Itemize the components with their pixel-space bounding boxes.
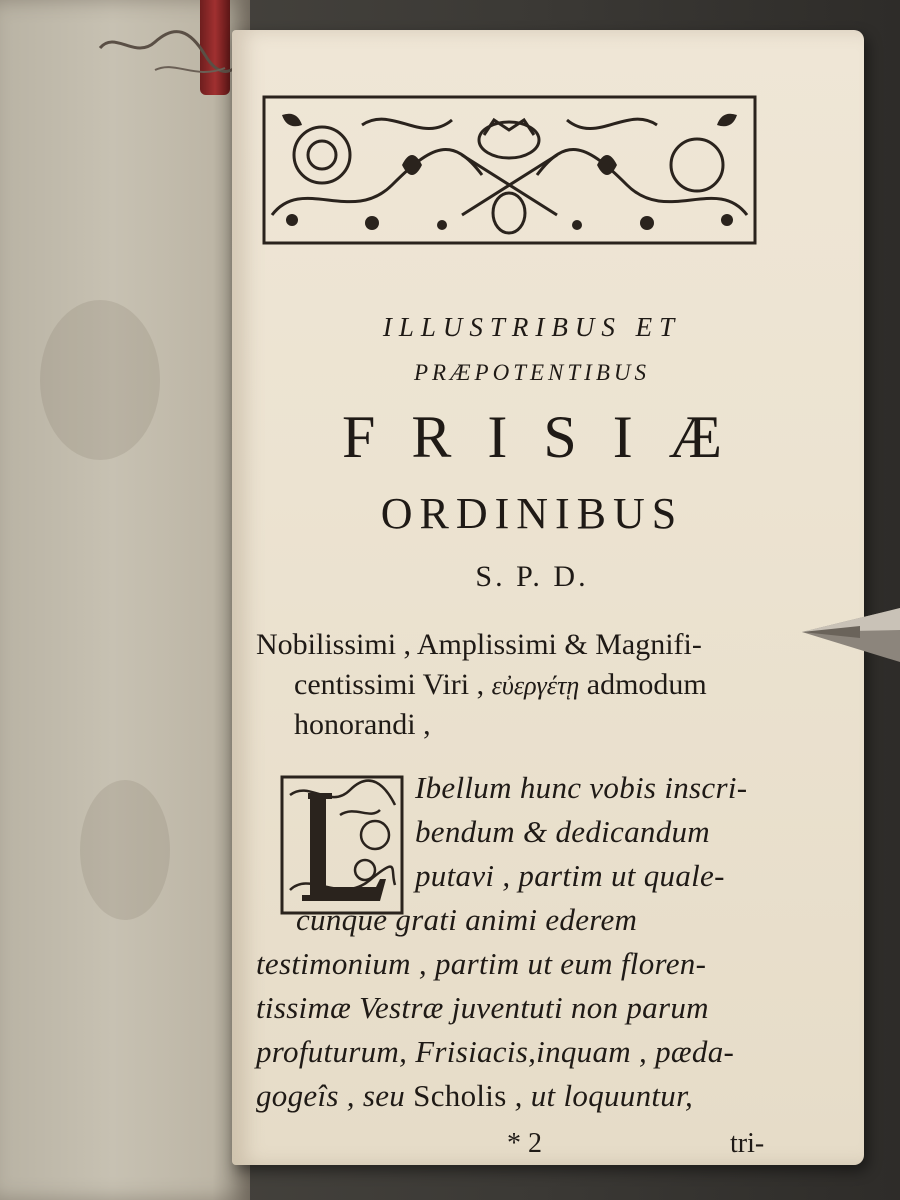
body-line-2: bendum & dedicandum — [415, 814, 710, 849]
dedication-line-1: ILLUSTRIBUS ET — [382, 312, 682, 342]
salutation-text: centissimi Viri , — [294, 668, 492, 701]
body-line-8 — [256, 1078, 816, 1114]
salutation-line-1: Nobilissimi , Amplissimi & Magnifi- — [256, 628, 702, 661]
dedication-line-2: PRÆPOTENTIBUS — [414, 360, 650, 385]
floral-crown-headpiece-icon — [262, 95, 757, 245]
body-line-3: putavi , partim ut quale- — [415, 858, 725, 893]
dedication-title: FRISIÆ — [341, 404, 759, 470]
body-text: gogeîs , seu — [256, 1078, 414, 1113]
body-line-4: cunque grati animi ederem — [296, 902, 638, 937]
body-line-7: profuturum, Frisiacis,inquam , pæda- — [256, 1034, 735, 1069]
body-line-6: tissimæ Vestræ juventuti non parum — [256, 990, 709, 1025]
drop-cap-letter: L — [280, 775, 281, 776]
salutation-text: admodum — [579, 668, 707, 701]
metal-pointer-icon — [800, 600, 900, 670]
catchword: tri- — [730, 1128, 765, 1159]
paper-stain — [80, 780, 170, 920]
body-text: , ut loquuntur, — [506, 1078, 694, 1113]
body-roman-word: Scholis — [413, 1078, 507, 1113]
dedication-salute: S. P. D. — [475, 560, 589, 593]
dedication-line-4: ORDINIBUS — [380, 489, 684, 538]
salutation-line-2 — [294, 668, 854, 702]
ornamental-initial-l-icon — [280, 775, 404, 915]
salutation-line-3: honorandi , — [294, 708, 431, 741]
signature-mark: * 2 — [507, 1128, 542, 1159]
left-facing-page — [0, 0, 250, 1200]
paper-stain — [40, 300, 160, 460]
greek-word: εὐεργέτῃ — [491, 671, 580, 700]
body-line-5: testimonium , partim ut eum floren- — [256, 946, 707, 981]
body-line-1: Ibellum hunc vobis inscri- — [415, 770, 748, 805]
handwritten-ink-mark-icon — [95, 20, 255, 90]
book-page — [232, 30, 864, 1165]
